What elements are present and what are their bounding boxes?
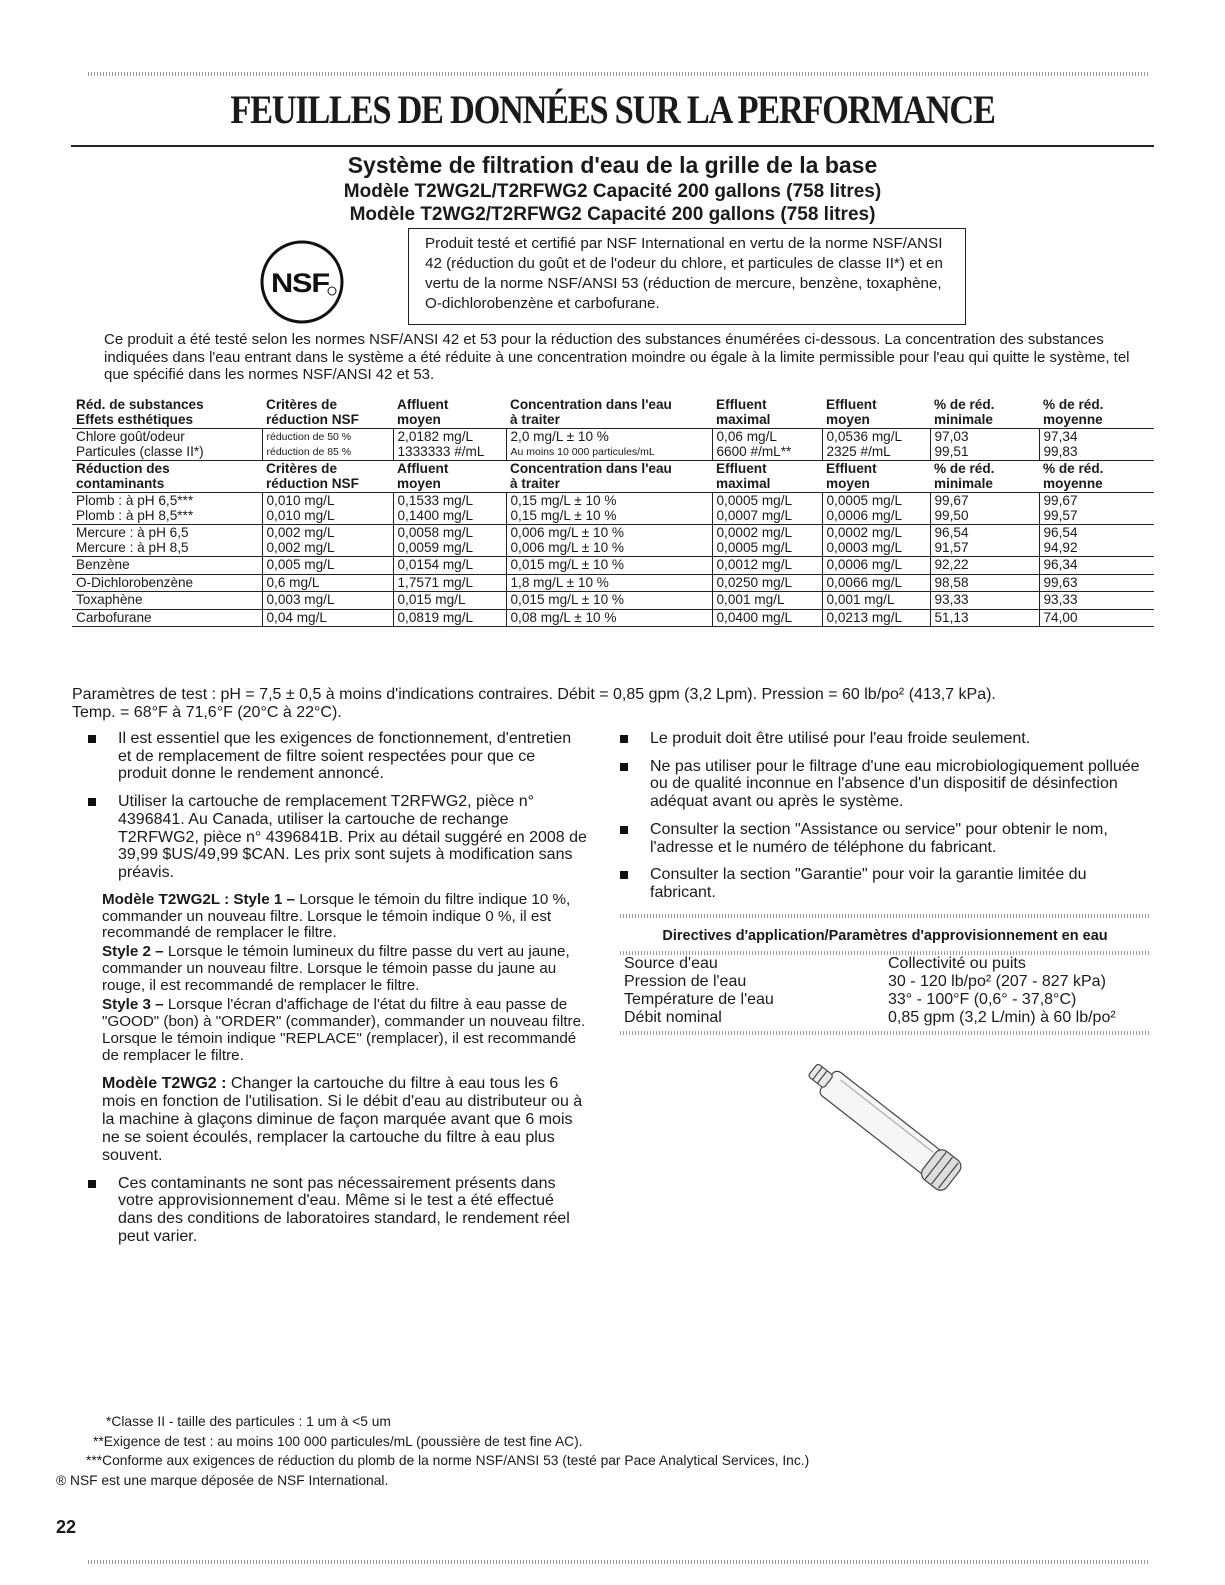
cell-value: 0,08 mg/L ± 10 % bbox=[510, 609, 617, 625]
table-cell bbox=[930, 493, 1039, 525]
table-cell bbox=[393, 592, 506, 610]
style1-text: Lorsque le témoin du filtre indique 10 %, commander un nouveau filtre. Lorsque le témoin indique 0 %, il est recommandé de remplacer le filtre. bbox=[102, 890, 571, 942]
test-parameters-line-2: Temp. = 68°F à 71,6°F (20°C à 22°C). bbox=[72, 704, 342, 721]
bullet-text: Ces contaminants ne sont pas nécessairement présents dans votre approvisionnement d'eau. Même si le test a été effectué dans des conditions de laboratoires standard, le rendement réel peut varier. bbox=[118, 1174, 570, 1245]
table-row bbox=[72, 592, 1154, 610]
column-header bbox=[262, 398, 393, 429]
intro-paragraph: Ce produit a été testé selon les normes NSF/ANSI 42 et 53 pour la réduction des substances énumérées ci-dessous. La concentration des substances indiquées dans l'eau entrant dans le système a été réduite à une concentration moindre ou égale à la limite permissible pour l'eau qui quitte le système, tel que spécifié dans les normes NSF/ANSI 42 et 53. bbox=[104, 331, 1130, 383]
table-cell: Collectivité ou puits bbox=[888, 955, 1026, 973]
table-cell bbox=[262, 429, 393, 461]
column-header-line: moyenne bbox=[1043, 411, 1103, 427]
table-cell bbox=[822, 574, 930, 592]
footnote: ® NSF est une marque déposée de NSF International. bbox=[56, 1472, 389, 1488]
table-cell bbox=[506, 592, 712, 610]
column-header-line: Concentration dans l'eau bbox=[510, 461, 672, 476]
column-header-line: % de réd. bbox=[934, 397, 995, 412]
cell-value: 0,0058 mg/L bbox=[397, 525, 474, 540]
cell-value: Benzène bbox=[76, 557, 130, 572]
table-cell bbox=[506, 429, 712, 461]
table-cell: Température de l'eau bbox=[624, 991, 774, 1009]
cell-value: 93,33 bbox=[1043, 592, 1078, 607]
performance-table bbox=[72, 398, 1154, 627]
table-cell bbox=[822, 609, 930, 627]
list-item bbox=[88, 1175, 588, 1246]
table-cell bbox=[393, 557, 506, 575]
cell-value: 96,54 bbox=[934, 525, 969, 540]
column-header-line: Effluent bbox=[826, 397, 877, 412]
column-header bbox=[1039, 398, 1154, 429]
cell-value: 99,67 bbox=[1043, 493, 1078, 508]
column-header bbox=[822, 398, 930, 429]
cell-value: 0,0012 mg/L bbox=[716, 557, 793, 572]
cell-value: 0,015 mg/L bbox=[397, 592, 466, 607]
table-row bbox=[72, 557, 1154, 575]
model-label: Modèle T2WG2 : bbox=[102, 1074, 227, 1092]
model-t2wg2l-instructions bbox=[88, 892, 588, 1065]
column-header-line: % de réd. bbox=[1043, 397, 1104, 412]
column-header-line: moyen bbox=[397, 411, 441, 427]
cell-value: 0,015 mg/L ± 10 % bbox=[510, 592, 625, 607]
column-header-line: minimale bbox=[934, 475, 993, 491]
table-cell bbox=[72, 429, 262, 461]
bullet-text: Il est essentiel que les exigences de fonctionnement, d'entretien et de remplacement de filtre soient respectées pour que ce produit donne le rendement annoncé. bbox=[118, 730, 572, 783]
table-cell bbox=[822, 525, 930, 557]
table-row bbox=[72, 429, 1154, 461]
table-cell bbox=[1039, 609, 1154, 627]
table-cell bbox=[822, 429, 930, 461]
column-header bbox=[712, 461, 822, 493]
cell-value: réduction de 85 % bbox=[266, 445, 352, 458]
page-number: 22 bbox=[56, 1517, 77, 1537]
table-cell bbox=[72, 574, 262, 592]
table-cell bbox=[822, 557, 930, 575]
model-line-2: Modèle T2WG2/T2RFWG2 Capacité 200 gallons (758 litres) bbox=[349, 204, 876, 225]
cell-value: 2,0 mg/L ± 10 % bbox=[510, 429, 609, 444]
cell-value: 0,0005 mg/L bbox=[826, 493, 903, 508]
table-cell bbox=[72, 493, 262, 525]
cell-value: 0,0006 mg/L bbox=[826, 557, 903, 572]
bullet-square-icon bbox=[88, 1180, 96, 1188]
cell-value: Particules (classe II*) bbox=[76, 443, 204, 459]
table-cell bbox=[393, 609, 506, 627]
column-header-line: % de réd. bbox=[934, 461, 995, 476]
column-header-line: minimale bbox=[934, 411, 993, 427]
table-cell bbox=[712, 592, 822, 610]
table-cell bbox=[393, 429, 506, 461]
table-cell bbox=[1039, 525, 1154, 557]
column-header bbox=[1039, 461, 1154, 493]
cell-value: 0,0536 mg/L bbox=[826, 429, 903, 444]
cell-value: 0,0003 mg/L bbox=[826, 539, 903, 555]
column-header-line: Effluent bbox=[716, 397, 767, 412]
cell-value: Plomb : à pH 6,5*** bbox=[76, 493, 194, 508]
table-row bbox=[72, 574, 1154, 592]
cell-value: 0,0006 mg/L bbox=[826, 507, 903, 523]
cell-value: réduction de 50 % bbox=[266, 431, 352, 443]
list-item bbox=[620, 758, 1150, 811]
table-row bbox=[72, 493, 1154, 525]
column-header-line: Critères de bbox=[266, 397, 338, 412]
table-cell bbox=[72, 525, 262, 557]
table-row bbox=[620, 973, 1150, 991]
table-cell bbox=[262, 493, 393, 525]
column-header-line: Effets esthétiques bbox=[76, 411, 194, 427]
model-line-1: Modèle T2WG2L/T2RFWG2 Capacité 200 gallons (758 litres) bbox=[343, 181, 882, 202]
table-cell bbox=[72, 592, 262, 610]
column-header bbox=[393, 461, 506, 493]
bullet-text: Consulter la section "Garantie" pour voir la garantie limitée du fabricant. bbox=[650, 866, 1087, 901]
table-cell bbox=[393, 525, 506, 557]
cell-value: 51,13 bbox=[934, 609, 969, 625]
cell-value: Mercure : à pH 6,5 bbox=[76, 525, 189, 540]
cell-value: Carbofurane bbox=[76, 609, 152, 625]
column-header bbox=[506, 461, 712, 493]
table-cell bbox=[262, 592, 393, 610]
cell-value: 0,001 mg/L bbox=[826, 592, 895, 607]
cell-value: O-Dichlorobenzène bbox=[76, 574, 194, 590]
model-label: Modèle T2WG2L : Style 1 – bbox=[102, 890, 295, 908]
table-row bbox=[620, 955, 1150, 973]
style3-label: Style 3 – bbox=[102, 996, 164, 1014]
bullet-square-icon bbox=[88, 735, 96, 743]
cell-value: 6600 #/mL** bbox=[716, 443, 792, 459]
table-cell: 0,85 gpm (3,2 L/min) à 60 lb/po² bbox=[888, 1009, 1116, 1027]
table-cell bbox=[712, 429, 822, 461]
cell-value: 0,002 mg/L bbox=[266, 525, 335, 540]
model-t2wg2-instructions bbox=[88, 1075, 588, 1165]
nsf-logo-text: NSF bbox=[271, 268, 330, 298]
bullet-square-icon bbox=[620, 871, 628, 879]
cell-value: 91,57 bbox=[934, 539, 969, 555]
table-row bbox=[620, 991, 1150, 1009]
list-item bbox=[88, 793, 588, 882]
cell-value: Plomb : à pH 8,5*** bbox=[76, 507, 194, 523]
table-cell bbox=[712, 525, 822, 557]
table-cell bbox=[1039, 574, 1154, 592]
column-header-line: Affluent bbox=[397, 461, 449, 476]
cell-value: 99,50 bbox=[934, 507, 969, 523]
column-header-line: réduction NSF bbox=[266, 411, 359, 427]
table-cell: Source d'eau bbox=[624, 955, 718, 973]
cell-value: 0,6 mg/L bbox=[266, 574, 320, 590]
cell-value: 1,7571 mg/L bbox=[397, 574, 474, 590]
cell-value: 2,0182 mg/L bbox=[397, 429, 474, 444]
directives-bottom-divider bbox=[620, 1031, 1150, 1035]
list-item bbox=[620, 821, 1150, 856]
cell-value: Au moins 10 000 particules/mL bbox=[510, 445, 655, 458]
column-header-line: à traiter bbox=[510, 411, 560, 427]
table-cell bbox=[262, 557, 393, 575]
table-cell bbox=[1039, 557, 1154, 575]
column-header-line: moyen bbox=[397, 475, 441, 491]
table-cell bbox=[72, 609, 262, 627]
cell-value: 0,010 mg/L bbox=[266, 493, 335, 508]
column-header bbox=[72, 398, 262, 429]
footnotes bbox=[56, 1412, 1056, 1490]
table-cell bbox=[712, 557, 822, 575]
column-header-line: à traiter bbox=[510, 475, 560, 491]
cell-value: 0,002 mg/L bbox=[266, 539, 335, 555]
table-cell bbox=[930, 429, 1039, 461]
cell-value: 0,010 mg/L bbox=[266, 507, 335, 523]
table-cell bbox=[72, 557, 262, 575]
column-header bbox=[506, 398, 712, 429]
cell-value: 0,1533 mg/L bbox=[397, 493, 474, 508]
table-cell bbox=[506, 609, 712, 627]
column-header-line: Effluent bbox=[826, 461, 877, 476]
certification-box: Produit testé et certifié par NSF International en vertu de la norme NSF/ANSI 42 (réduction du goût et de l'odeur du chlore, et particules de classe II*) et en vertu de la norme NSF/ANSI 53 (réduction de mercure, benzène, toxaphène, O-dichlorobenzène et carbofurane. bbox=[408, 228, 966, 325]
table-cell bbox=[712, 574, 822, 592]
table-cell bbox=[393, 493, 506, 525]
cell-value: Chlore goût/odeur bbox=[76, 429, 185, 444]
right-column bbox=[620, 730, 1150, 1035]
footnote: ***Conforme aux exigences de réduction du plomb de la norme NSF/ANSI 53 (testé par Pace Analytical Services, Inc.) bbox=[86, 1453, 810, 1468]
table-cell bbox=[393, 574, 506, 592]
table-row bbox=[620, 1009, 1150, 1027]
directives-top-divider bbox=[620, 914, 1150, 918]
table-cell bbox=[1039, 493, 1154, 525]
column-header-line: maximal bbox=[716, 411, 771, 427]
cell-value: 0,006 mg/L ± 10 % bbox=[510, 525, 625, 540]
system-subtitle: Système de filtration d'eau de la grille de la base bbox=[347, 152, 878, 178]
cell-value: 97,03 bbox=[934, 429, 969, 444]
column-header bbox=[930, 461, 1039, 493]
table-cell bbox=[822, 493, 930, 525]
cell-value: 0,006 mg/L ± 10 % bbox=[510, 539, 625, 555]
cell-value: Toxaphène bbox=[76, 592, 143, 607]
bullet-square-icon bbox=[620, 826, 628, 834]
t2wg2-text: Changer la cartouche du filtre à eau tous les 6 mois en fonction de l'utilisation. Si le débit d'eau au distributeur ou à la machine à glaçons diminue de façon marquée avant que 6 mois ne se soient écoulés, remplacer la cartouche du filtre à eau plus souvent. bbox=[102, 1074, 583, 1164]
column-header-line: moyenne bbox=[1043, 475, 1103, 491]
title-rule bbox=[71, 145, 1154, 147]
column-header-line: Affluent bbox=[397, 397, 449, 412]
cell-value: 94,92 bbox=[1043, 539, 1078, 555]
cell-value: 0,15 mg/L ± 10 % bbox=[510, 507, 617, 523]
left-column bbox=[88, 730, 588, 1256]
table-cell bbox=[822, 592, 930, 610]
table-cell: Débit nominal bbox=[624, 1009, 722, 1027]
cell-value: 0,0819 mg/L bbox=[397, 609, 474, 625]
table-header-row bbox=[72, 461, 1154, 493]
cell-value: 0,04 mg/L bbox=[266, 609, 327, 625]
bullet-text: Utiliser la cartouche de remplacement T2RFWG2, pièce n° 4396841. Au Canada, utiliser la cartouche de rechange T2RFWG2, pièce n° 4396841B. Prix au détail suggéré en 2008 de 39,99 $US/49,99 $CAN. Les prix sont sujets à modification sans préavis. bbox=[118, 793, 587, 881]
column-header-line: moyen bbox=[826, 411, 870, 427]
footnote: **Exigence de test : au moins 100 000 particules/mL (poussière de test fine AC). bbox=[93, 1433, 583, 1449]
table-cell bbox=[712, 609, 822, 627]
cell-value: 0,06 mg/L bbox=[716, 429, 777, 444]
cell-value: 0,003 mg/L bbox=[266, 592, 335, 607]
table-cell bbox=[262, 574, 393, 592]
column-header bbox=[72, 461, 262, 493]
cell-value: 0,1400 mg/L bbox=[397, 507, 474, 523]
footnote: *Classe II - taille des particules : 1 um à <5 um bbox=[106, 1414, 391, 1429]
bullet-square-icon bbox=[620, 735, 628, 743]
cell-value: 0,0400 mg/L bbox=[716, 609, 793, 625]
column-header-line: Réduction des bbox=[76, 461, 170, 476]
column-header-line: % de réd. bbox=[1043, 461, 1104, 476]
column-header-line: réduction NSF bbox=[266, 475, 359, 491]
style2-text: Lorsque le témoin lumineux du filtre passe du vert au jaune, commander un nouveau filtre. Lorsque le témoin passe du jaune au rouge, il est recommandé de remplacer le filtre. bbox=[102, 943, 570, 995]
table-cell bbox=[930, 557, 1039, 575]
cell-value: 0,0007 mg/L bbox=[716, 507, 793, 523]
cell-value: 2325 #/mL bbox=[826, 443, 891, 459]
cell-value: 0,001 mg/L bbox=[716, 592, 785, 607]
column-header bbox=[262, 461, 393, 493]
cell-value: 0,0250 mg/L bbox=[716, 574, 793, 590]
cell-value: 0,0002 mg/L bbox=[716, 525, 793, 540]
cell-value: 96,54 bbox=[1043, 525, 1078, 540]
cell-value: 99,67 bbox=[934, 493, 969, 508]
nsf-logo-icon bbox=[259, 239, 345, 325]
table-row bbox=[72, 525, 1154, 557]
table-cell bbox=[930, 609, 1039, 627]
column-header bbox=[712, 398, 822, 429]
cell-value: 0,005 mg/L bbox=[266, 557, 335, 572]
table-cell: Pression de l'eau bbox=[624, 973, 747, 991]
test-parameters bbox=[72, 686, 1162, 722]
bullet-text: Consulter la section "Assistance ou service" pour obtenir le nom, l'adresse et le numéro de téléphone du fabricant. bbox=[650, 820, 1108, 856]
column-header-line: Effluent bbox=[716, 461, 767, 476]
cell-value: 0,0005 mg/L bbox=[716, 539, 793, 555]
table-cell bbox=[1039, 429, 1154, 461]
directives-table bbox=[620, 955, 1150, 1027]
bullet-square-icon bbox=[88, 798, 96, 806]
top-hatch-divider bbox=[88, 72, 1148, 76]
table-cell: 30 - 120 lb/po² (207 - 827 kPa) bbox=[888, 973, 1106, 991]
column-header bbox=[822, 461, 930, 493]
table-cell bbox=[262, 525, 393, 557]
list-item bbox=[620, 730, 1150, 748]
cell-value: 0,15 mg/L ± 10 % bbox=[510, 493, 617, 508]
filter-cartridge-illustration bbox=[790, 1055, 990, 1205]
table-cell bbox=[506, 574, 712, 592]
cell-value: 0,015 mg/L ± 10 % bbox=[510, 557, 625, 572]
cell-value: 0,0066 mg/L bbox=[826, 574, 903, 590]
column-header-line: Concentration dans l'eau bbox=[510, 397, 672, 412]
list-item bbox=[620, 866, 1150, 901]
cell-value: 97,34 bbox=[1043, 429, 1078, 444]
style2-label: Style 2 – bbox=[102, 943, 164, 961]
column-header bbox=[930, 398, 1039, 429]
cell-value: 99,51 bbox=[934, 443, 969, 459]
cell-value: 1333333 #/mL bbox=[397, 443, 485, 459]
cell-value: 93,33 bbox=[934, 592, 969, 607]
list-item bbox=[88, 730, 588, 783]
bullet-square-icon bbox=[620, 763, 628, 771]
cell-value: 99,63 bbox=[1043, 574, 1078, 590]
style3-text: Lorsque l'écran d'affichage de l'état du filtre à eau passe de "GOOD" (bon) à "ORDER" (commander), commander un nouveau filtre. Lorsque le témoin indique "REPLACE" (remplacer), il est recommandé de remplacer le filtre. bbox=[102, 996, 586, 1064]
cell-value: Mercure : à pH 8,5 bbox=[76, 539, 189, 555]
column-header-line: moyen bbox=[826, 475, 870, 491]
table-header-row bbox=[72, 398, 1154, 429]
cell-value: 74,00 bbox=[1043, 609, 1078, 625]
table-cell bbox=[506, 525, 712, 557]
table-cell bbox=[506, 557, 712, 575]
table-row bbox=[72, 609, 1154, 627]
column-header-line: Critères de bbox=[266, 461, 338, 476]
column-header-line: Réd. de substances bbox=[76, 397, 204, 412]
table-cell bbox=[506, 493, 712, 525]
cell-value: 0,0059 mg/L bbox=[397, 539, 474, 555]
table-cell bbox=[930, 592, 1039, 610]
cell-value: 96,34 bbox=[1043, 557, 1078, 572]
cell-value: 0,0005 mg/L bbox=[716, 493, 793, 508]
column-header bbox=[393, 398, 506, 429]
table-cell bbox=[930, 525, 1039, 557]
test-parameters-line-1: Paramètres de test : pH = 7,5 ± 0,5 à moins d'indications contraires. Débit = 0,85 gpm (3,2 Lpm). Pression = 60 lb/po² (413,7 kPa). bbox=[72, 686, 996, 703]
table-cell: 33° - 100°F (0,6° - 37,8°C) bbox=[888, 991, 1077, 1009]
cell-value: 99,83 bbox=[1043, 443, 1078, 459]
bullet-text: Le produit doit être utilisé pour l'eau froide seulement. bbox=[650, 730, 1031, 747]
table-cell bbox=[1039, 592, 1154, 610]
column-header-line: contaminants bbox=[76, 475, 165, 491]
page-title: FEUILLES DE DONNÉES SUR LA PERFORMANCE bbox=[230, 87, 995, 132]
cell-value: 0,0002 mg/L bbox=[826, 525, 903, 540]
directives-title: Directives d'application/Paramètres d'approvisionnement en eau bbox=[662, 927, 1108, 944]
cell-value: 99,57 bbox=[1043, 507, 1078, 523]
cell-value: 0,0213 mg/L bbox=[826, 609, 903, 625]
cell-value: 1,8 mg/L ± 10 % bbox=[510, 574, 609, 590]
bottom-hatch-divider bbox=[88, 1560, 1148, 1564]
bullet-text: Ne pas utiliser pour le filtrage d'une eau microbiologiquement polluée ou de qualité inconnue en l'absence d'un dispositif de désinfection adéquat avant ou après le système. bbox=[650, 757, 1140, 811]
table-cell bbox=[930, 574, 1039, 592]
cell-value: 0,0154 mg/L bbox=[397, 557, 474, 572]
cell-value: 98,58 bbox=[934, 574, 969, 590]
table-cell bbox=[262, 609, 393, 627]
cell-value: 92,22 bbox=[934, 557, 969, 572]
table-cell bbox=[712, 493, 822, 525]
column-header-line: maximal bbox=[716, 475, 771, 491]
